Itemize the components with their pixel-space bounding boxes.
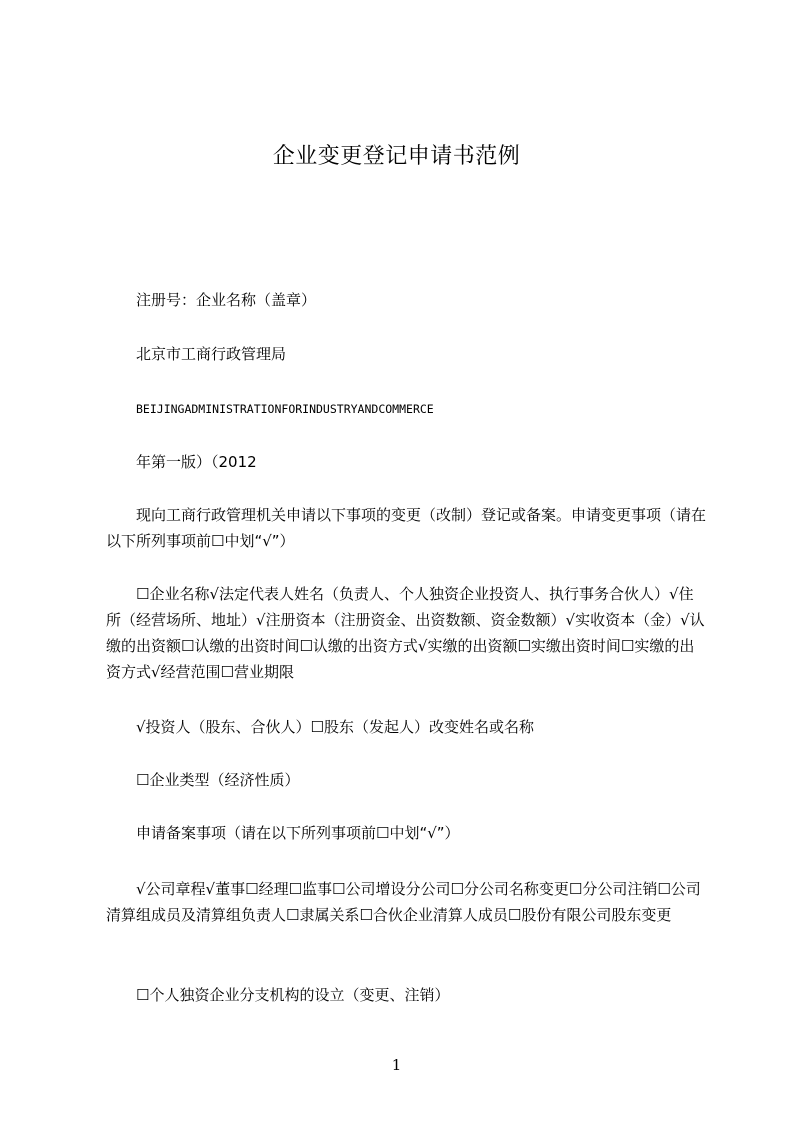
authority-name: 北京市工商行政管理局	[136, 345, 287, 363]
filing-items-paragraph: √公司章程√董事☐经理☐监事☐公司增设分公司☐分公司名称变更☐分公司注销☐公司清算组成员及清算组负责人☐隶属关系☐合伙企业清算人成员☐股份有限公司股东变更	[106, 880, 701, 924]
change-items-paragraph: ☐企业名称√法定代表人姓名（负责人、个人独资企业投资人、执行事务合伙人）√住所（经营场所、地址）√注册资本（注册资金、出资数额、资金数额）√实收资本（金）√认缴的出资额☐认缴的出资时间☐认缴的出资方式√实缴的出资额☐实缴出资时间☐实缴的出资方式√经营范围☐营业期限	[106, 585, 705, 681]
edition-line: 年第一版）（2012	[136, 453, 257, 471]
application-intro-paragraph: 现向工商行政管理机关申请以下事项的变更（改制）登记或备案。申请变更事项（请在以下所列事项前☐中划“√”）	[106, 506, 707, 550]
filing-items-heading: 申请备案事项（请在以下所列事项前☐中划“√”）	[136, 824, 460, 842]
authority-english-name: BEIJINGADMINISTRATIONFORINDUSTRYANDCOMMERCE	[136, 402, 434, 416]
registration-number-line: 注册号：企业名称（盖章）	[136, 291, 317, 309]
page-number: 1	[391, 1056, 402, 1074]
branch-setup-line: ☐个人独资企业分支机构的设立（变更、注销）	[136, 986, 450, 1004]
investor-change-line: √投资人（股东、合伙人）☐股东（发起人）改变姓名或名称	[136, 718, 535, 736]
enterprise-type-line: ☐企业类型（经济性质）	[136, 771, 300, 789]
document-title: 企业变更登记申请书范例	[272, 144, 521, 169]
